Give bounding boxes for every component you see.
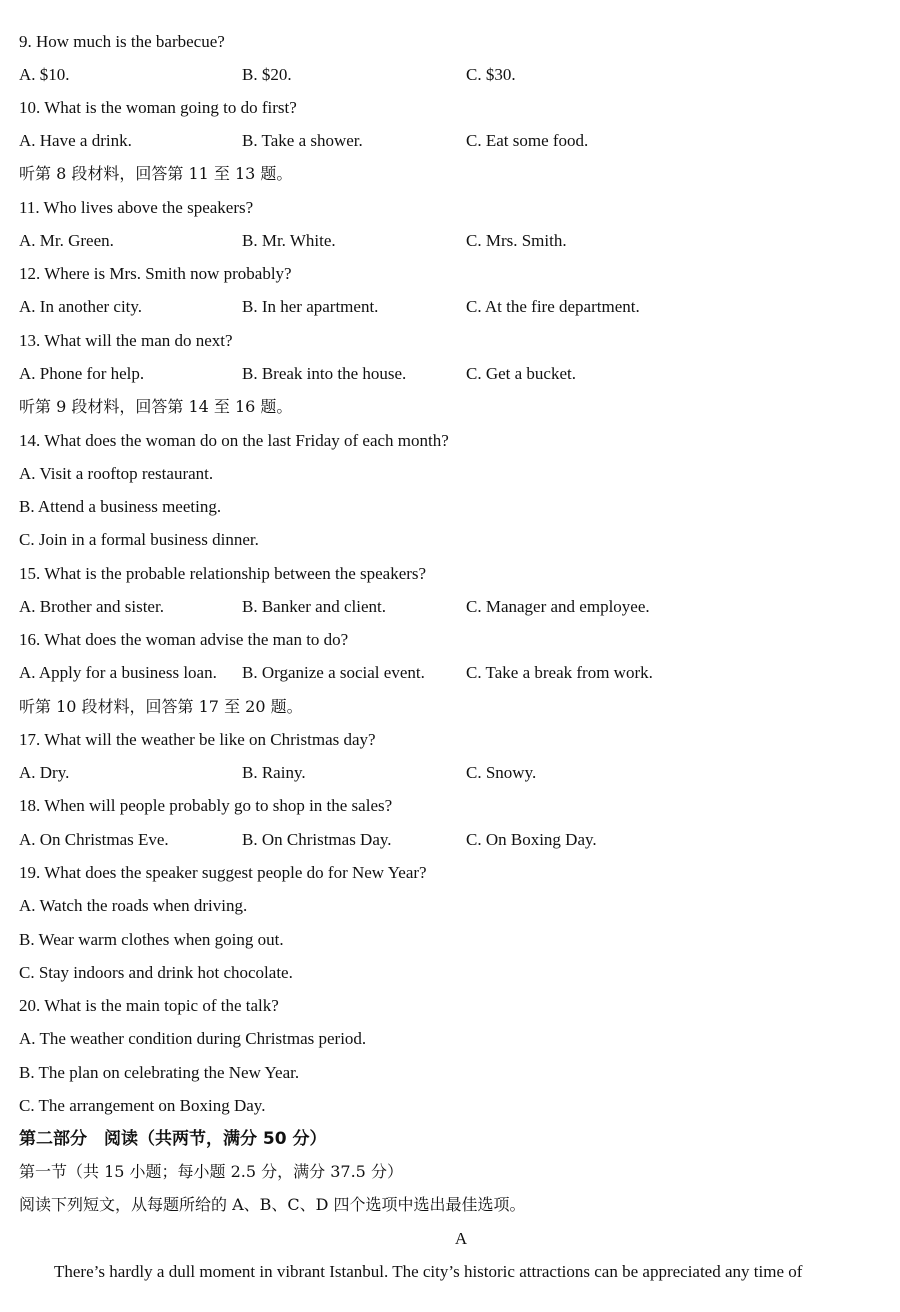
part-2-section-1-heading: 第一节（共 15 小题；每小题 2.5 分，满分 37.5 分） xyxy=(19,1162,403,1181)
question-15-option-b: B. Banker and client. xyxy=(242,597,386,616)
question-17-stem: 17. What will the weather be like on Christmas day? xyxy=(19,730,376,749)
question-10-option-c: C. Eat some food. xyxy=(466,131,589,150)
reading-instruction: 阅读下列短文，从每题所给的 A、B、C、D 四个选项中选出最佳选项。 xyxy=(19,1195,526,1214)
question-15-option-a: A. Brother and sister. xyxy=(19,597,164,616)
question-19-option-a: A. Watch the roads when driving. xyxy=(19,896,248,915)
passage-label: A xyxy=(454,1229,468,1248)
question-10-stem: 10. What is the woman going to do first? xyxy=(19,98,297,117)
question-19-option-b: B. Wear warm clothes when going out. xyxy=(19,930,284,949)
question-18-option-a: A. On Christmas Eve. xyxy=(19,830,169,849)
question-17-option-a: A. Dry. xyxy=(19,763,70,782)
question-15-stem: 15. What is the probable relationship between the speakers? xyxy=(19,564,427,583)
question-19-option-c: C. Stay indoors and drink hot chocolate. xyxy=(19,963,293,982)
question-20-option-a: A. The weather condition during Christmas period. xyxy=(19,1029,367,1048)
question-20-option-b: B. The plan on celebrating the New Year. xyxy=(19,1063,300,1082)
question-18-option-b: B. On Christmas Day. xyxy=(242,830,392,849)
question-15-option-c: C. Manager and employee. xyxy=(466,597,650,616)
question-9-stem: 9. How much is the barbecue? xyxy=(19,32,225,51)
question-11-option-a: A. Mr. Green. xyxy=(19,231,114,250)
question-17-option-b: B. Rainy. xyxy=(242,763,306,782)
passage-a-first-line: There’s hardly a dull moment in vibrant Istanbul. The city’s historic attractions can be appreciated any time of xyxy=(54,1262,803,1281)
section-8-instruction: 听第 8 段材料，回答第 11 至 13 题。 xyxy=(19,164,293,183)
section-9-instruction: 听第 9 段材料，回答第 14 至 16 题。 xyxy=(19,397,293,416)
question-14-option-a: A. Visit a rooftop restaurant. xyxy=(19,464,214,483)
question-14-stem: 14. What does the woman do on the last Friday of each month? xyxy=(19,431,449,450)
question-10-option-a: A. Have a drink. xyxy=(19,131,132,150)
question-13-option-b: B. Break into the house. xyxy=(242,364,407,383)
question-14-option-c: C. Join in a formal business dinner. xyxy=(19,530,259,549)
question-14-option-b: B. Attend a business meeting. xyxy=(19,497,222,516)
question-9-option-c: C. $30. xyxy=(466,65,516,84)
question-13-option-a: A. Phone for help. xyxy=(19,364,145,383)
question-11-option-b: B. Mr. White. xyxy=(242,231,336,250)
question-11-option-c: C. Mrs. Smith. xyxy=(466,231,567,250)
question-16-stem: 16. What does the woman advise the man to do? xyxy=(19,630,349,649)
section-10-instruction: 听第 10 段材料，回答第 17 至 20 题。 xyxy=(19,697,303,716)
question-12-option-b: B. In her apartment. xyxy=(242,297,379,316)
question-10-option-b: B. Take a shower. xyxy=(242,131,363,150)
question-13-option-c: C. Get a bucket. xyxy=(466,364,576,383)
question-20-stem: 20. What is the main topic of the talk? xyxy=(19,996,279,1015)
question-16-option-c: C. Take a break from work. xyxy=(466,663,653,682)
question-19-stem: 19. What does the speaker suggest people do for New Year? xyxy=(19,863,427,882)
question-18-option-c: C. On Boxing Day. xyxy=(466,830,597,849)
question-9-option-a: A. $10. xyxy=(19,65,70,84)
part-2-heading: 第二部分 阅读（共两节，满分 50 分） xyxy=(19,1129,327,1149)
question-12-option-a: A. In another city. xyxy=(19,297,143,316)
question-12-option-c: C. At the fire department. xyxy=(466,297,640,316)
question-17-option-c: C. Snowy. xyxy=(466,763,537,782)
question-9-option-b: B. $20. xyxy=(242,65,292,84)
question-16-option-a: A. Apply for a business loan. xyxy=(19,663,217,682)
question-11-stem: 11. Who lives above the speakers? xyxy=(19,198,254,217)
question-12-stem: 12. Where is Mrs. Smith now probably? xyxy=(19,264,292,283)
question-13-stem: 13. What will the man do next? xyxy=(19,331,233,350)
question-20-option-c: C. The arrangement on Boxing Day. xyxy=(19,1096,266,1115)
question-18-stem: 18. When will people probably go to shop in the sales? xyxy=(19,796,393,815)
question-16-option-b: B. Organize a social event. xyxy=(242,663,425,682)
